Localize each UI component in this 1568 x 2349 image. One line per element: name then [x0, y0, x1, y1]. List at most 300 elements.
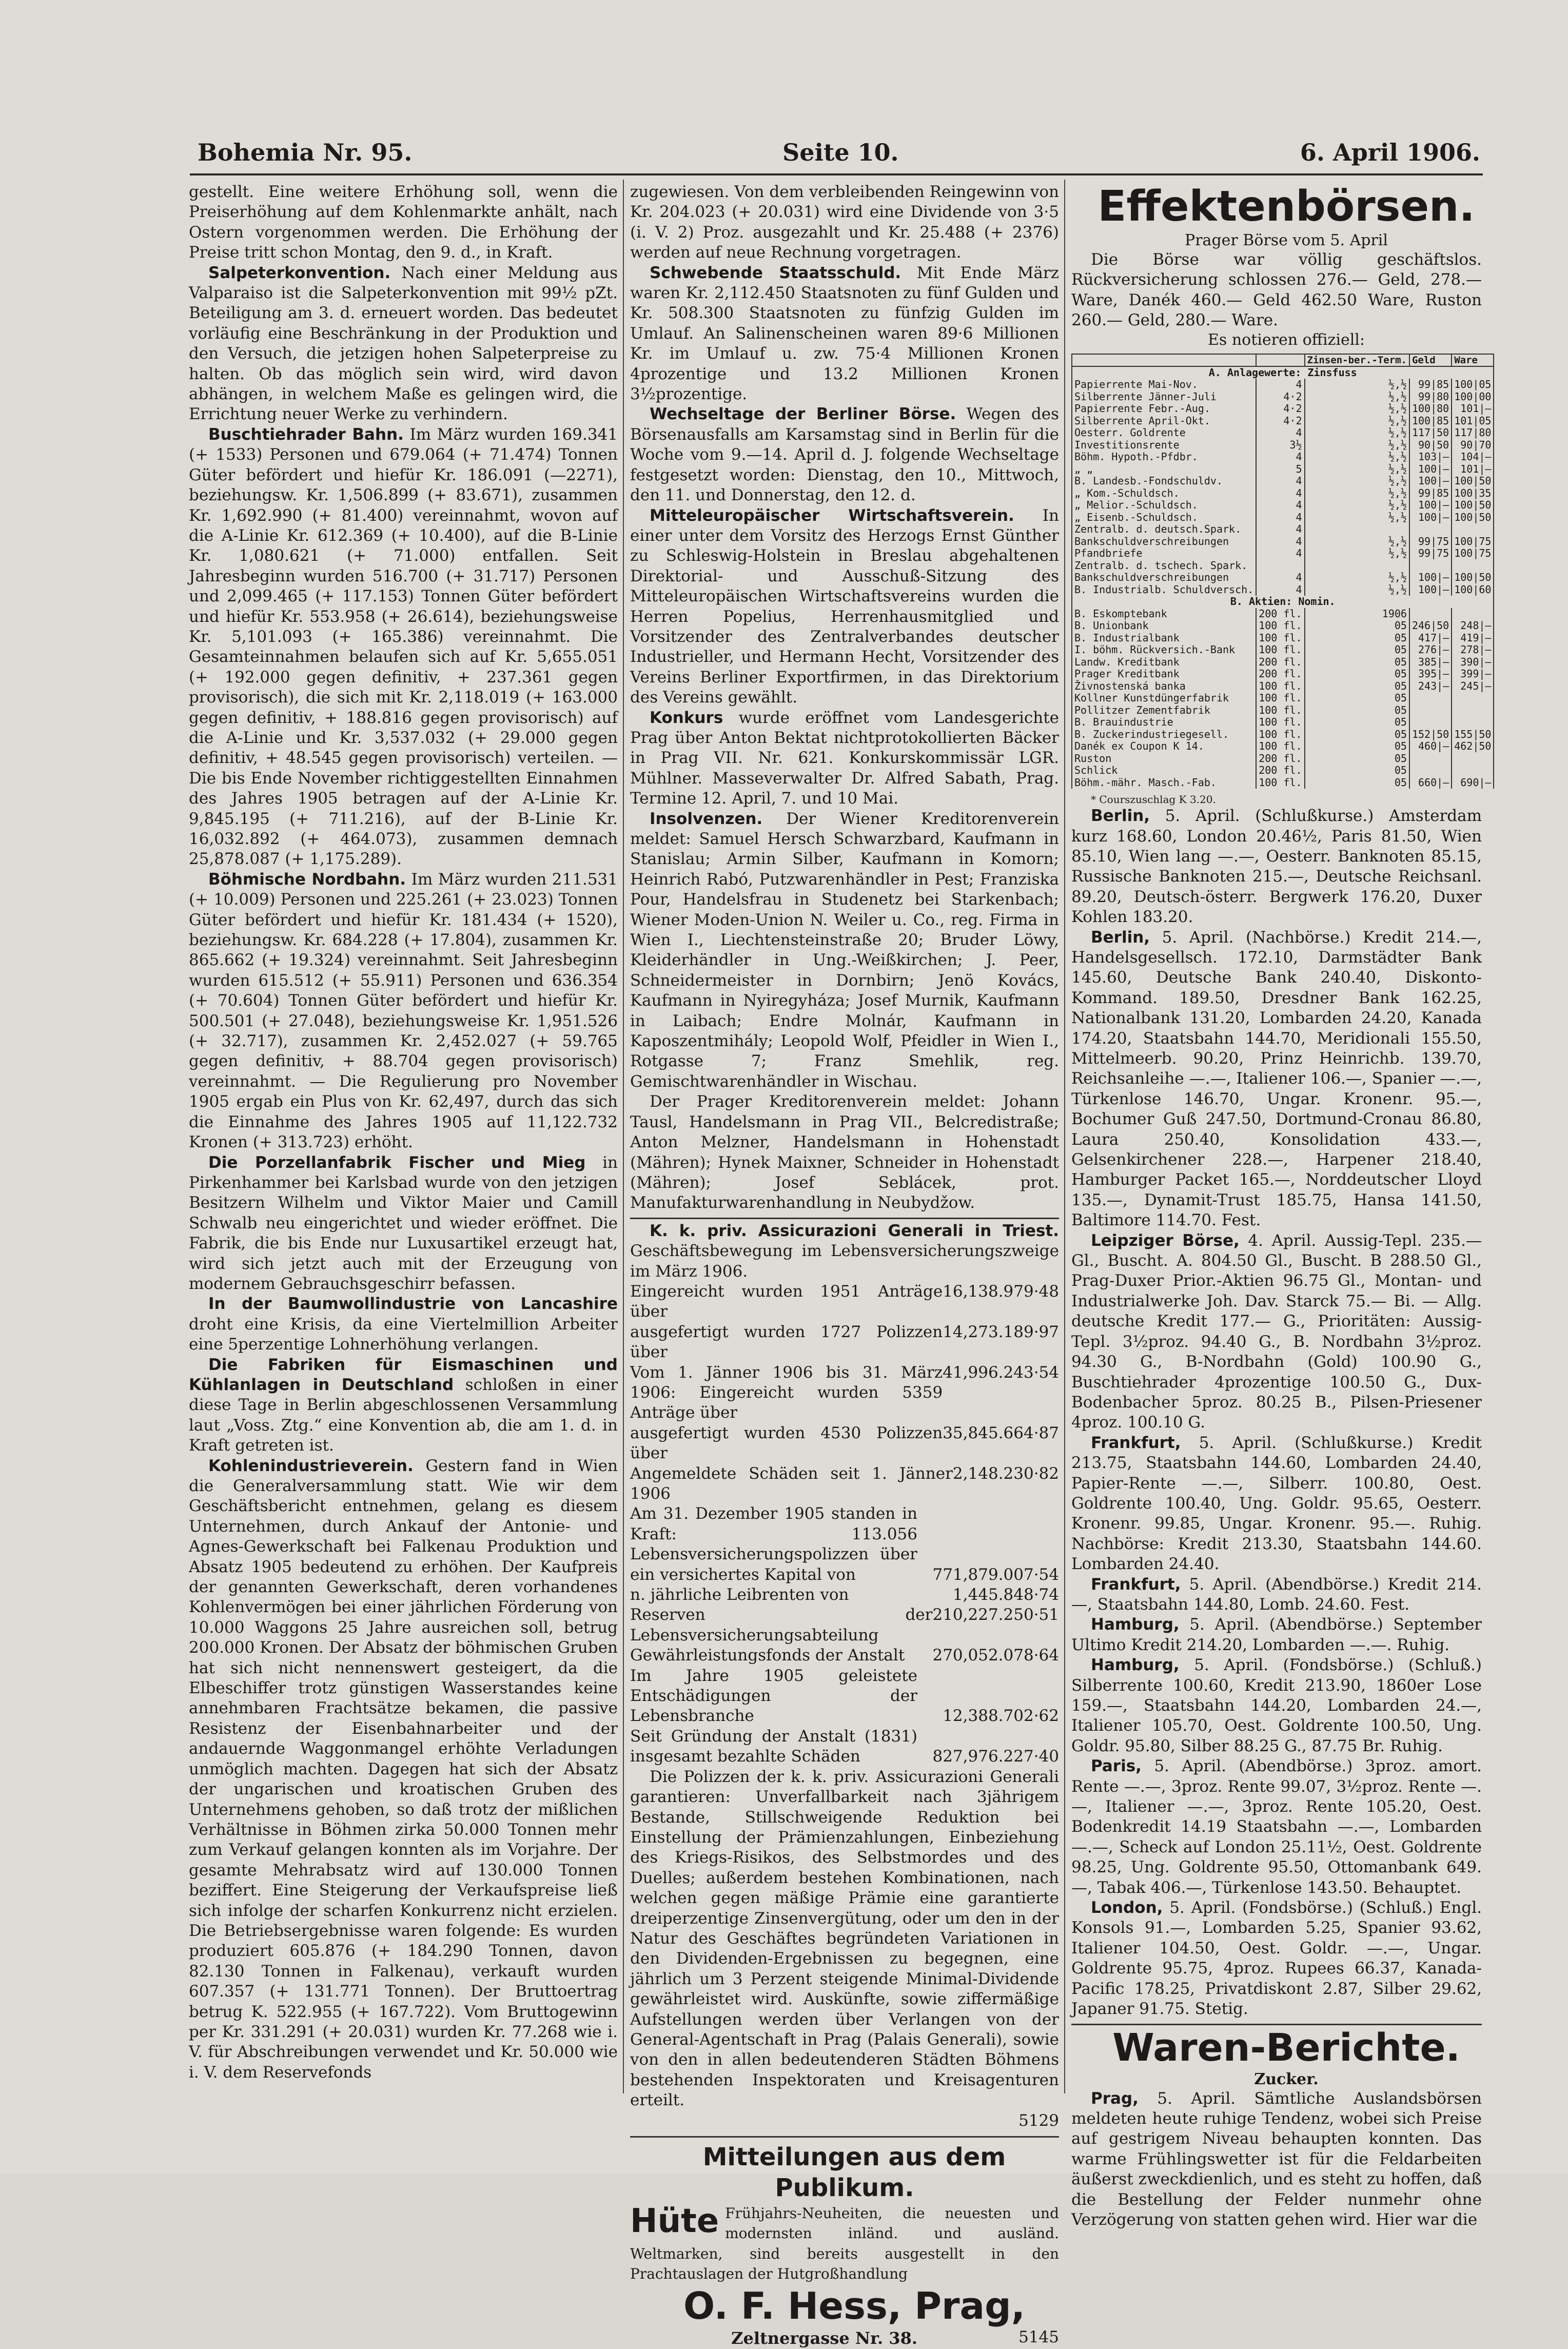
- ad-text: Frühjahrs-Neuheiten, die neuesten und modernsten inländ. und ausländ. Weltmarken, sind bereits ausgestellt in den Prachtauslagen der Hutgroßhandlung: [630, 2205, 1059, 2283]
- article-insolvenzen: [630, 809, 1059, 1092]
- table-row: [1072, 632, 1494, 644]
- cell-name: B. Unionbank: [1072, 620, 1256, 632]
- cell-name: „ Melior.-Schuldsch.: [1072, 499, 1256, 512]
- row-label: Reserven der Lebensversicherungsabteilung: [630, 1606, 933, 1645]
- cell-name: Investitionsrente: [1072, 439, 1256, 452]
- row-value: 41,996.243·54: [943, 1363, 1059, 1382]
- article-heading: Schwebende Staatsschuld.: [650, 263, 901, 282]
- cell-ware: 390|—: [1452, 656, 1494, 669]
- table-row: [1072, 692, 1494, 704]
- cell-zins: 05: [1305, 777, 1409, 789]
- cell-geld: 100|—: [1409, 499, 1452, 512]
- cell-rate: 100 fl.: [1256, 740, 1304, 753]
- cell-zins: ½,½: [1305, 451, 1409, 463]
- article-porzellan: [189, 1153, 618, 1295]
- cell-geld: 385|—: [1409, 656, 1452, 669]
- cell-geld: 117|50: [1409, 427, 1452, 439]
- generali-row: [630, 1282, 1059, 1322]
- cell-name: Pfandbriefe: [1072, 547, 1256, 560]
- article-salpeter: [189, 263, 618, 425]
- cell-geld: [1409, 753, 1452, 765]
- cell-geld: [1409, 704, 1452, 717]
- table-row: [1072, 427, 1494, 439]
- row-label: n. jährliche Leibrenten von: [630, 1585, 849, 1604]
- table-row: [1072, 704, 1494, 717]
- header-name: [1072, 354, 1256, 366]
- table-row: [1072, 729, 1494, 741]
- generali-row: [630, 1423, 1059, 1464]
- quote-hamburg-abend: [1071, 1615, 1482, 1655]
- cell-zins: 05: [1305, 680, 1409, 693]
- table-row: [1072, 656, 1494, 669]
- cell-rate: 3½: [1256, 439, 1304, 452]
- cell-rate: 4: [1256, 512, 1304, 524]
- article-heading: K. k. priv. Assicurazioni Generali in Triest.: [650, 1221, 1059, 1240]
- cell-geld: 99|85: [1409, 379, 1452, 391]
- city-heading: Hamburg,: [1091, 1615, 1180, 1634]
- cell-geld: 395|—: [1409, 668, 1452, 680]
- cell-zins: ½,½: [1305, 415, 1409, 427]
- cell-zins: 05: [1305, 620, 1409, 632]
- table-row: [1072, 668, 1494, 680]
- cell-name: Silberrente April-Okt.: [1072, 415, 1256, 427]
- table-row: [1072, 536, 1494, 548]
- city-heading: London,: [1091, 1898, 1163, 1917]
- table-header: [1072, 354, 1494, 366]
- cell-zins: ½,½: [1305, 487, 1409, 500]
- cell-geld: 100|—: [1409, 475, 1452, 487]
- cell-geld: [1409, 765, 1452, 777]
- article-text: 5. April. (Abendbörse.) Kredit 214.—, Staatsbahn 144.80, Lomb. 24.60. Fest.: [1071, 1575, 1482, 1614]
- generali-row: [630, 1666, 1059, 1727]
- cell-ware: [1452, 692, 1494, 704]
- article-text: droht eine Krisis, da eine Viertelmillion Arbeiter eine 5perzentige Lohnerhöhung verlangen.: [189, 1315, 618, 1354]
- city-heading: Frankfurt,: [1091, 1433, 1181, 1452]
- table-row: [1072, 463, 1494, 476]
- city-heading: Prag,: [1091, 2089, 1139, 2108]
- ad-address: Zeltnergasse Nr. 38.: [731, 2328, 917, 2348]
- quote-leipzig: [1071, 1231, 1482, 1433]
- official-quotes-label: Es notieren offiziell:: [1208, 330, 1365, 349]
- table-row: [1072, 512, 1494, 524]
- article-text: Gestern fand in Wien die Generalversammlung statt. Wie wir dem Geschäftsbericht entnehmen, gelang es diesem Unternehmen, durch Ankauf der Antonie- und Agnes-Gewerkschaft bei Falkenau Produktion und Absatz 1905 bedeutend zu erhöhen. Der Kaufpreis der genannten Gewerkschaft, deren vorhandenes Kohlenvermögen bei einer jährlichen Förderung von 10.000 Waggons 25 Jahre ausreichen soll, betrug 200.000 Kronen. Der Absatz der böhmischen Gruben hat sich nicht nennenswert gesteigert, da die Elbeschiffer trotz günstigen Wasserstandes keine annehmbaren Frachtsätze bekamen, die passive Resistenz der Eisenbahnarbeiter und der andauernde Waggonmangel erhöhte Verladungen unmöglich machten. Dagegen hat sich der Absatz der ungarischen und kroatischen Gruben des Unternehmens gehoben, so daß trotz der mißlichen Verhältnisse in Böhmen zirka 50.000 Tonnen mehr zum Verkauf gelangen konnten als im Vorjahre. Der gesamte Mehrabsatz wird auf 130.000 Tonnen beziffert. Eine Steigerung der Verkaufspreise ließ sich infolge der scharfen Konkurrenz nicht erzielen. Die Betriebsergebnisse waren folgende: Es wurden produziert 605.876 (+ 184.290 Tonnen, davon 82.130 Tonnen in Falkenau), verkauft wurden 607.357 (+ 131.771 Tonnen). Der Bruttoertrag betrug K. 522.955 (+ 167.722). Vom Bruttogewinn per Kr. 331.291 (+ 20.031) wurden Kr. 77.268 wie i. V. für Abschreibungen verwendet und Kr. 50.000 wie i. V. dem Reservefonds: [189, 1456, 618, 2082]
- cell-ware: 399|—: [1452, 668, 1494, 680]
- cell-name: B. Industrialbank: [1072, 632, 1256, 644]
- generali-row: [630, 1322, 1059, 1363]
- cell-ware: 419|—: [1452, 632, 1494, 644]
- cell-rate: 4·2: [1256, 403, 1304, 415]
- article-buschtiehrader: [189, 425, 618, 870]
- cell-name: Papierrente Mai-Nov.: [1072, 379, 1256, 391]
- cell-zins: 05: [1305, 753, 1409, 765]
- cell-ware: 104|—: [1452, 451, 1494, 463]
- cell-ware: [1452, 753, 1494, 765]
- table-row: [1072, 777, 1494, 789]
- cell-ware: 100|50: [1452, 499, 1494, 512]
- cell-ware: 690|—: [1452, 777, 1494, 789]
- cell-geld: [1409, 608, 1452, 620]
- cell-name: B. Brauindustrie: [1072, 716, 1256, 729]
- cell-rate: 100 fl.: [1256, 680, 1304, 693]
- cell-geld: 246|50: [1409, 620, 1452, 632]
- cell-zins: ½,½: [1305, 499, 1409, 512]
- cell-geld: 417|—: [1409, 632, 1452, 644]
- cell-name: Danék ex Coupon K 14.: [1072, 740, 1256, 753]
- cell-zins: [1305, 523, 1409, 536]
- table-row: [1072, 487, 1494, 500]
- cell-name: B. Zuckerindustriegesell.: [1072, 729, 1256, 741]
- cell-ware: 248|—: [1452, 620, 1494, 632]
- row-label: ausgefertigt wurden 1727 Polizzen über: [630, 1322, 943, 1362]
- cell-name: B. Eskomptebank: [1072, 608, 1256, 620]
- cell-geld: 99|75: [1409, 536, 1452, 548]
- cell-geld: [1409, 716, 1452, 729]
- generali-row: [630, 1464, 1059, 1504]
- cell-ware: [1452, 716, 1494, 729]
- generali-row: [630, 1504, 1059, 1585]
- article-text: 5. April. (Schlußkurse.) Kredit 213.75, Staatsbahn 144.60, Lombarden 24.40, Papier-Rente —.—, Silberr. 100.80, Oest. Goldrente 100.40, Ung. Goldr. 95.65, Oesterr. Kronenr. 99.85, Ungar. Kronenr. 95.—. Ruhig.: [1071, 1433, 1482, 1533]
- cell-rate: 4: [1256, 499, 1304, 512]
- column-2: [630, 182, 1060, 2348]
- article-text: schloßen in einer diese Tage in Berlin abgeschlossenen Versammlung laut „Voss. Ztg.“ eine Konvention ab, die am 1. d. in Kraft getreten ist.: [189, 1375, 618, 1455]
- cell-ware: 101|05: [1452, 415, 1494, 427]
- quote-frankfurt-abend: [1071, 1575, 1482, 1615]
- cell-zins: 05: [1305, 632, 1409, 644]
- cell-zins: ½,½: [1305, 427, 1409, 439]
- cell-name: Pollitzer Zementfabrik: [1072, 704, 1256, 717]
- generali-row: [630, 1727, 1059, 1767]
- generali-heading: [630, 1221, 1059, 1282]
- article-wirtschaftsverein: [630, 506, 1059, 708]
- table-row: [1072, 620, 1494, 632]
- article-text: Der Prager Kreditorenverein meldet: Johann Tausl, Handelsmann in Prag VII., Belcredistraße; Anton Melzner, Handelsmann in Hohenstadt (Mähren); Hynek Maixner, Schneider in Hohenstadt (Mähren); Josef Seblácek, prot. Manufakturwarenhandlung in Neubydžow.: [630, 1092, 1059, 1212]
- cell-geld: [1409, 560, 1452, 572]
- city-heading: Berlin,: [1091, 807, 1150, 826]
- header-date: 6. April 1906.: [1300, 139, 1480, 166]
- cell-zins: ½,½: [1305, 572, 1409, 584]
- cell-zins: ½,½: [1305, 403, 1409, 415]
- cell-name: Oesterr. Goldrente: [1072, 427, 1256, 439]
- article-text: 5. April. (Fondsbörse.) (Schluß.) Silberrente 100.60, Kredit 213.90, 1860er Lose 159.—, Staatsbahn 144.20, Lombarden 24.—, Italiener 105.70, Oest. Goldrente 100.50, Ung. Goldr. 95.80, Silber 88.25 G., 87.75 Br. Ruhig.: [1071, 1656, 1482, 1755]
- header-rule: [190, 173, 1483, 175]
- quote-frankfurt: [1071, 1433, 1482, 1575]
- cell-name: Zentralb. d. deutsch.Spark.: [1072, 523, 1256, 536]
- row-label: Am 31. Dezember 1905 standen in Kraft: 113.056 Lebensversicherungspolizzen über ein versichertes Kapital von: [630, 1504, 917, 1584]
- cell-name: „ Eisenb.-Schuldsch.: [1072, 512, 1256, 524]
- cell-zins: ½,½: [1305, 512, 1409, 524]
- cell-rate: 100 fl.: [1256, 644, 1304, 656]
- cell-rate: 4: [1256, 572, 1304, 584]
- row-label: Im Jahre 1905 geleistete Entschädigungen der Lebensbranche: [630, 1666, 917, 1726]
- article-text: Der Wiener Kreditorenverein meldet: Samuel Hersch Schwarzbard, Kaufmann in Stanislau; Armin Silber, Kaufmann in Komorn; Heinrich Rabó, Putzwarenhändler in Pest; Franziska Pour, Handelsfrau in Studenetz bei Starkenbach; Wiener Moden-Union N. Weiler u. Co., reg. Firma in Wien I., Liechtensteinstraße 20; Bruder Löwy, Kleiderhändler in Ung.-Weißkirchen; J. Peer, Schneidermeister in Dornbirn; Jenö Kovács, Kaufmann in Nyiregyháza; Josef Murnik, Kaufmann in Laibach; Endre Molnár, Kaufmann in Kaposzentmihály; Leopold Wolf, Pfeidler in Wien I., Rotgasse 7; Franz Smehlik, reg. Gemischtwarenhändler in Wischau.: [630, 809, 1060, 1091]
- cell-ware: 155|50: [1452, 729, 1494, 741]
- column-divider: [623, 180, 624, 2093]
- ad-firm: O. F. Hess, Prag,: [683, 2284, 1026, 2327]
- report-prag: [1071, 2089, 1482, 2230]
- cell-ware: 462|50: [1452, 740, 1494, 753]
- cell-ware: [1452, 765, 1494, 777]
- header-geld: Geld: [1409, 354, 1452, 366]
- cell-zins: 1906: [1305, 608, 1409, 620]
- public-notice-ad: [630, 2136, 1059, 2349]
- table-body: [1072, 366, 1494, 789]
- generali-notice: [630, 1218, 1059, 2131]
- article-konkurs: [630, 708, 1059, 809]
- article-heading: Salpeterkonvention.: [208, 263, 391, 282]
- article-text: Geschäftsbewegung im Lebensversicherungszweige im März 1906.: [630, 1242, 1059, 1281]
- article-text: In einer unter dem Vorsitz des Herzogs Ernst Günther zu Schleswig-Holstein in Breslau abgehaltenen Direktorial- und Ausschuß-Sitzung des Mitteleuropäischen Wirtschaftsvereins wurden die Herren Popelius, Herrenhausmitglied und Vorsitzender des Zentralverbandes deutscher Industrieller, und Hermann Hecht, Vorsitzender des Vereins Berliner Exportfirmen, in das Direktorium des Vereins gewählt.: [630, 506, 1059, 707]
- ad-heading: Mitteilungen aus dem Publikum.: [702, 2143, 1006, 2202]
- cell-zins: ½,½: [1305, 475, 1409, 487]
- cell-rate: 200 fl.: [1256, 656, 1304, 669]
- cell-ware: 100|00: [1452, 391, 1494, 403]
- table-row: [1072, 680, 1494, 693]
- column-3: [1071, 182, 1492, 2229]
- article-text: in Pirkenhammer bei Karlsbad wurde von den jetzigen Besitzern Wilhelm und Viktor Maier und Camill Schwalb neu eingerichtet und wieder eröffnet. Die Fabrik, die bis Ende nur Luxusartikel erzeugt hat, wird sich jetzt auch mit der Erzeugung von modernem Gebrauchsgeschirr befassen.: [189, 1153, 618, 1293]
- article-text: Nachbörse: Kredit 213.30, Staatsbahn 144.60. Lombarden 24.40.: [1071, 1534, 1482, 1574]
- cell-zins: ½,½: [1305, 439, 1409, 452]
- cell-rate: 200 fl.: [1256, 765, 1304, 777]
- cell-geld: 243|—: [1409, 680, 1452, 693]
- effekten-title: Effektenbörsen.: [1097, 182, 1475, 231]
- cell-ware: [1452, 560, 1494, 572]
- generali-row: [630, 1605, 1059, 1646]
- cell-geld: 99|80: [1409, 391, 1452, 403]
- article-heading: Buschtiehrader Bahn.: [208, 425, 404, 444]
- cell-ware: 100|05: [1452, 379, 1494, 391]
- cell-geld: 100|—: [1409, 512, 1452, 524]
- cell-name: B. Landesb.-Fondschuldv.: [1072, 475, 1256, 487]
- generali-row: [630, 1646, 1059, 1666]
- cell-geld: [1409, 692, 1452, 704]
- quote-hamburg-fonds: [1071, 1655, 1482, 1756]
- cell-rate: 4: [1256, 536, 1304, 548]
- article-staatsschuld: [630, 263, 1059, 405]
- article-text: 5. April. Sämtliche Auslandsbörsen meldeten heute ruhige Tendenz, wobei sich Preise auf gestrigem Niveau behaupten konnten. Das warme Frühlingswetter ist für die Feldarbeiten äußerst zweckdienlich, und es steht zu hoffen, daß die Bestellung der Felder nunmehr ohne Verzögerung von statten gehen wird. Hier war die: [1071, 2089, 1482, 2229]
- cell-name: Schlick: [1072, 765, 1256, 777]
- table-row: [1072, 451, 1494, 463]
- section-label: A. Anlagewerte: Zinsfuss: [1072, 366, 1494, 379]
- header-page-number: Seite 10.: [782, 139, 899, 166]
- city-heading: Leipziger Börse,: [1091, 1231, 1240, 1250]
- article-text: wurde eröffnet vom Landesgerichte Prag über Anton Bektat nichtprotokollierten Bäcker in Prag VII. Nr. 621. Konkurskommissär LGR. Mühlner. Masseverwalter Dr. Alfred Sabath, Prag. Termine 12. April, 7. und 10 Mai.: [630, 708, 1060, 808]
- cell-ware: 100|50: [1452, 475, 1494, 487]
- cell-geld: 660|—: [1409, 777, 1452, 789]
- table-row: [1072, 523, 1494, 536]
- cell-geld: 460|—: [1409, 740, 1452, 753]
- cell-zins: ½,½: [1305, 391, 1409, 403]
- table-section-row: [1072, 596, 1494, 608]
- cell-rate: 100 fl.: [1256, 777, 1304, 789]
- table-row: [1072, 584, 1494, 596]
- cell-geld: 100|80: [1409, 403, 1452, 415]
- cell-rate: 4: [1256, 584, 1304, 596]
- row-value: 12,388.702·62: [943, 1707, 1059, 1726]
- cell-rate: 4: [1256, 379, 1304, 391]
- table-row: [1072, 572, 1494, 584]
- section-label: B. Aktien: Nomin.: [1072, 596, 1494, 608]
- cell-ware: 100|50: [1452, 572, 1494, 584]
- cell-name: Böhm. Hypoth.-Pfdbr.: [1072, 451, 1256, 463]
- cell-zins: 05: [1305, 704, 1409, 717]
- table-section-row: [1072, 366, 1494, 379]
- cell-zins: 05: [1305, 656, 1409, 669]
- cell-zins: 05: [1305, 765, 1409, 777]
- cell-ware: 100|35: [1452, 487, 1494, 500]
- cell-name: Ruston: [1072, 753, 1256, 765]
- article-text: Im März wurden 169.341 (+ 1533) Personen und 679.064 (+ 71.474) Tonnen Güter befördert und hiefür Kr. 186.091 (—2271), beziehungsw. Kr. 1,506.899 (+ 83.671), zusammen Kr. 1,692.990 (+ 81.400) vereinnahmt, wovon auf die A-Linie Kr. 612.369 (+ 10.400), auf die B-Linie Kr. 1,080.621 (+ 71.000) entfallen. Seit Jahresbeginn wurden 516.700 (+ 31.717) Personen und 2,099.465 (+ 117.153) Tonnen Güter befördert und hiefür Kr. 553.958 (+ 26.614), beziehungsweise Kr. 5,101.093 (+ 165.386) vereinnahmt. Die Gesamteinnahmen belaufen sich auf Kr. 5,655.051 (+ 192.000 gegen definitiv, + 237.361 gegen provisorisch), die sich mit Kr. 2,118.019 (+ 163.000 gegen definitiv, + 188.816 gegen provisorisch) auf die A-Linie und Kr. 3,537.032 (+ 29.000 gegen definitiv, + 48.545 gegen provisorisch) verteilen. — Die bis Ende November richtiggestellten Einnahmen des Jahres 1905 betragen auf der A-Linie Kr. 9,845.195 (+ 711.216), auf der B-Linie Kr. 16,032.892 (+ 464.073), zusammen demnach 25,878.087 (+ 1,175.289).: [189, 425, 618, 869]
- cell-zins: 05: [1305, 692, 1409, 704]
- cell-rate: 4: [1256, 487, 1304, 500]
- cell-geld: 100|—: [1409, 463, 1452, 476]
- article-heading: Wechseltage der Berliner Börse.: [650, 405, 956, 424]
- row-value: 35,845.664·87: [943, 1423, 1059, 1442]
- article-heading: Die Fabriken für Eismaschinen und Kühlanlagen in Deutschland: [189, 1355, 618, 1394]
- cell-name: Silberrente Jänner-Juli: [1072, 391, 1256, 403]
- row-value: 14,273.189·97: [943, 1322, 1059, 1341]
- article-text: 5. April. (Nachbörse.) Kredit 214.—, Handelsgesellsch. 172.10, Darmstädter Bank 145.60, Deutsche Bank 240.40, Diskonto-Kommand. 189.50, Dresdner Bank 162.25, Nationalbank 131.20, Lombarden 24.20, Kanada 174.20, Staatsbahn 144.70, Meridionali 155.50, Mittelmeerb. 90.20, Prinz Heinrichb. 139.70, Reichsanleihe —.—, Italiener 106.—, Spanier —.—, Türkenlose 146.70, Ungar. Kronenr. 95.—, Bochumer Guß 247.50, Dortmund-Cronau 86.80, Laura 250.40, Konsolidation 433.—, Gelsenkirchener 228.—, Harpener 218.40, Hamburger Packet 165.—, Norddeutscher Lloyd 135.—, Dynamit-Trust 185.75, Hansa 141.50, Baltimore 114.70. Fest.: [1071, 928, 1482, 1230]
- cell-rate: 100 fl.: [1256, 620, 1304, 632]
- cell-ware: 100|75: [1452, 547, 1494, 560]
- cell-name: Bankschuldverschreibungen: [1072, 536, 1256, 548]
- article-heading: In der Baumwollindustrie von Lancashire: [208, 1295, 618, 1314]
- article-text: 5. April. (Fondsbörse.) (Schluß.) Engl. Konsols 91.—, Lombarden 5.25, Spanier 93.62, Italiener 104.50, Oest. Goldr. —.—, Ungar. Goldrente 95.75, 4proz. Rupees 66.37, Kanada-Pacific 178.25, Privatdiskont 2.87, Silber 29.62, Japaner 91.75. Stetig.: [1071, 1898, 1482, 2019]
- article-nordbahn: [189, 870, 618, 1153]
- table-row: [1072, 415, 1494, 427]
- table-row: [1072, 560, 1494, 572]
- table-row: [1072, 753, 1494, 765]
- prague-exchange-subtitle: Prager Börse vom 5. April: [1185, 231, 1388, 249]
- article-heading: Mitteleuropäischer Wirtschaftsverein.: [650, 506, 1014, 525]
- cell-name: Bankschuldverschreibungen: [1072, 572, 1256, 584]
- cell-rate: 5: [1256, 463, 1304, 476]
- article-heading: Insolvenzen.: [650, 809, 763, 828]
- row-value: 16,138.979·48: [943, 1282, 1059, 1301]
- cell-geld: 103|—: [1409, 451, 1452, 463]
- cell-rate: 4: [1256, 427, 1304, 439]
- cell-ware: 245|—: [1452, 680, 1494, 693]
- cell-name: Böhm.-mähr. Masch.-Fab.: [1072, 777, 1256, 789]
- cell-zins: [1305, 560, 1409, 572]
- header-zins: Zinsen-ber.-Term.: [1305, 354, 1409, 366]
- cell-rate: 100 fl.: [1256, 632, 1304, 644]
- cell-ware: [1452, 523, 1494, 536]
- cell-ware: 100|50: [1452, 512, 1494, 524]
- cell-ware: 90|70: [1452, 439, 1494, 452]
- cell-ware: [1452, 704, 1494, 717]
- table-row: [1072, 439, 1494, 452]
- cell-rate: 4: [1256, 451, 1304, 463]
- header-ware: Ware: [1452, 354, 1494, 366]
- cell-rate: 200 fl.: [1256, 753, 1304, 765]
- cell-geld: 99|75: [1409, 547, 1452, 560]
- article-text: gestellt. Eine weitere Erhöhung soll, wenn die Preiserhöhung auf dem Kohlenmarkte anhält, nach Ostern vorgenommen werden. Die Erhöhung der Preise tritt schon Montag, den 9. d., in Kraft.: [189, 183, 618, 262]
- cell-rate: 100 fl.: [1256, 704, 1304, 717]
- cell-name: Prager Kreditbank: [1072, 668, 1256, 680]
- row-value: 2,148.230·82: [952, 1464, 1059, 1483]
- table-row: [1072, 644, 1494, 656]
- article-text: Die Polizzen der k. k. priv. Assicurazioni Generali garantieren: Unverfallbarkeit nach 3jährigem Bestande, Stillschweigende Reduktion bei Einstellung der Prämienzahlungen, Einbeziehung des Kriegs-Risikos, des Selbstmordes und des Duelles; außerdem bestehen Kombinationen, nach welchen gegen mäßige Prämie eine garantierte dreiperzentige Zinsenvergütung, oder um den in der Natur des Geschäftes begründeten Variationen in den Dividenden-Ergebnissen zu begegnen, eine jährlich um 3 Perzent steigende Minimal-Dividende gewährleistet wird. Auskünfte, sowie ziffermäßige Aufstellungen werden über Verlangen von der General-Agentschaft in Prag (Palais Generali), sowie von den in allen bedeutenderen Städten Böhmens bestehenden Inspektoraten und Kreisagenturen erteilt.: [630, 1767, 1059, 2110]
- table-row: [1072, 475, 1494, 487]
- table-row: [1072, 403, 1494, 415]
- cell-zins: 05: [1305, 740, 1409, 753]
- cell-rate: 4·2: [1256, 415, 1304, 427]
- cell-name: Kollner Kunstdüngerfabrik: [1072, 692, 1256, 704]
- quote-berlin-nachboerse: [1071, 928, 1482, 1231]
- row-label: ausgefertigt wurden 4530 Polizzen über: [630, 1423, 943, 1463]
- cell-ware: 101|—: [1452, 403, 1494, 415]
- cell-name: I. böhm. Rückversich.-Bank: [1072, 644, 1256, 656]
- quote-berlin: [1071, 806, 1482, 927]
- row-value: 210,227.250·51: [932, 1606, 1059, 1624]
- page-header: [198, 139, 1480, 169]
- table-row: [1072, 499, 1494, 512]
- table-row: [1072, 740, 1494, 753]
- cell-ware: 100|75: [1452, 536, 1494, 548]
- article-baumwolle: [189, 1294, 618, 1355]
- table-row: [1072, 391, 1494, 403]
- cell-ware: 117|80: [1452, 427, 1494, 439]
- article-text: Wegen des Börsenausfalls am Karsamstag sind in Berlin für die Woche vom 9.—14. April d. J. folgende Wechseltage festgesetzt worden: Dienstag, den 10., Mittwoch, den 11. und Donnerstag, den 12. d.: [630, 405, 1059, 505]
- waren-title: Waren-Berichte.: [1071, 2024, 1482, 2070]
- generali-row: [630, 1363, 1059, 1423]
- table-row: [1072, 765, 1494, 777]
- cell-zins: ½,½: [1305, 379, 1409, 391]
- table-row: [1072, 716, 1494, 729]
- city-heading: Frankfurt,: [1091, 1575, 1181, 1594]
- article-text: zugewiesen. Von dem verbleibenden Reingewinn von Kr. 204.023 (+ 20.031) wird eine Dividende von 3·5 (i. V. 2) Proz. ausgezahlt und Kr. 25.488 (+ 2376) werden auf neue Rechnung vorgetragen.: [630, 183, 1059, 262]
- quote-london: [1071, 1898, 1482, 2019]
- cell-ware: 278|—: [1452, 644, 1494, 656]
- stock-quote-table: [1071, 354, 1494, 789]
- ad-address-line: [630, 2327, 1059, 2349]
- generali-row: [630, 1585, 1059, 1605]
- ad-body: [630, 2203, 1059, 2284]
- ad-code: 5145: [1018, 2327, 1059, 2346]
- cell-name: „ „: [1072, 463, 1256, 476]
- cell-name: Papierrente Febr.-Aug.: [1072, 403, 1256, 415]
- article-text: 4. April. Aussig-Tepl. 235.— Gl., Buscht. A. 804.50 Gl., Buscht. B 288.50 Gl., Prag-Duxer Prior.-Aktien 96.75 Gl., Montan- und Industrialwerke Joh. Dav. Starck 75.— Bi. — Allg. deutsche Kredit 177.— G., Prioritäten: Aussig-Tepl. 3½proz. 94.40 G., B. Nordbahn 3½proz. 94.30 G., B-Nordbahn (Gold) 100.90 G., Buschtiehrader 4prozentige 100.50 G., Dux-Bodenbacher 5proz. 80.25 B., Pilsen-Priesener 4proz. 100.10 G.: [1071, 1231, 1482, 1432]
- table-row: [1072, 608, 1494, 620]
- row-label: Eingereicht wurden 1951 Anträge über: [630, 1282, 943, 1321]
- cell-rate: 100 fl.: [1256, 716, 1304, 729]
- cell-zins: 05: [1305, 729, 1409, 741]
- article-eismaschinen: [189, 1355, 618, 1456]
- row-label: Vom 1. Jänner 1906 bis 31. März 1906: Eingereicht wurden 5359 Anträge über: [630, 1363, 943, 1422]
- row-label: Gewährleistungsfonds der Anstalt: [630, 1646, 905, 1665]
- row-value: 771,879.007·54: [932, 1565, 1059, 1584]
- article-text: 5. April. (Schlußkurse.) Amsterdam kurz 168.60, London 20.46½, Paris 81.50, Wien 85.10, Wien lang —.—, Oesterr. Banknoten 85.15, Russische Banknoten 215.—, Deutsche Reichsanl. 89.20, Deutsch-österr. Bergwerk 176.20, Duxer Kohlen 183.20.: [1071, 807, 1482, 927]
- cell-geld: 90|50: [1409, 439, 1452, 452]
- cell-geld: 276|—: [1409, 644, 1452, 656]
- cell-rate: 100 fl.: [1256, 692, 1304, 704]
- row-label: Angemeldete Schäden seit 1. Jänner 1906: [630, 1464, 953, 1503]
- article-kohlenindustrie: [189, 1456, 618, 2083]
- ad-hute: Hüte: [630, 2202, 719, 2240]
- article-heading: Die Porzellanfabrik Fischer und Mieg: [208, 1153, 586, 1172]
- cell-zins: 05: [1305, 668, 1409, 680]
- cell-rate: 100 fl.: [1256, 729, 1304, 741]
- city-heading: Hamburg,: [1091, 1656, 1180, 1675]
- article-heading: Böhmische Nordbahn.: [208, 870, 406, 889]
- cell-geld: 100|85: [1409, 415, 1452, 427]
- header-rate: [1256, 354, 1304, 366]
- cell-rate: 4·2: [1256, 391, 1304, 403]
- row-value: 1,445.848·74: [952, 1585, 1059, 1604]
- cell-name: Zentralb. d. tschech. Spark.: [1072, 560, 1256, 572]
- article-heading: Konkurs: [650, 708, 723, 727]
- cell-name: Landw. Kreditbank: [1072, 656, 1256, 669]
